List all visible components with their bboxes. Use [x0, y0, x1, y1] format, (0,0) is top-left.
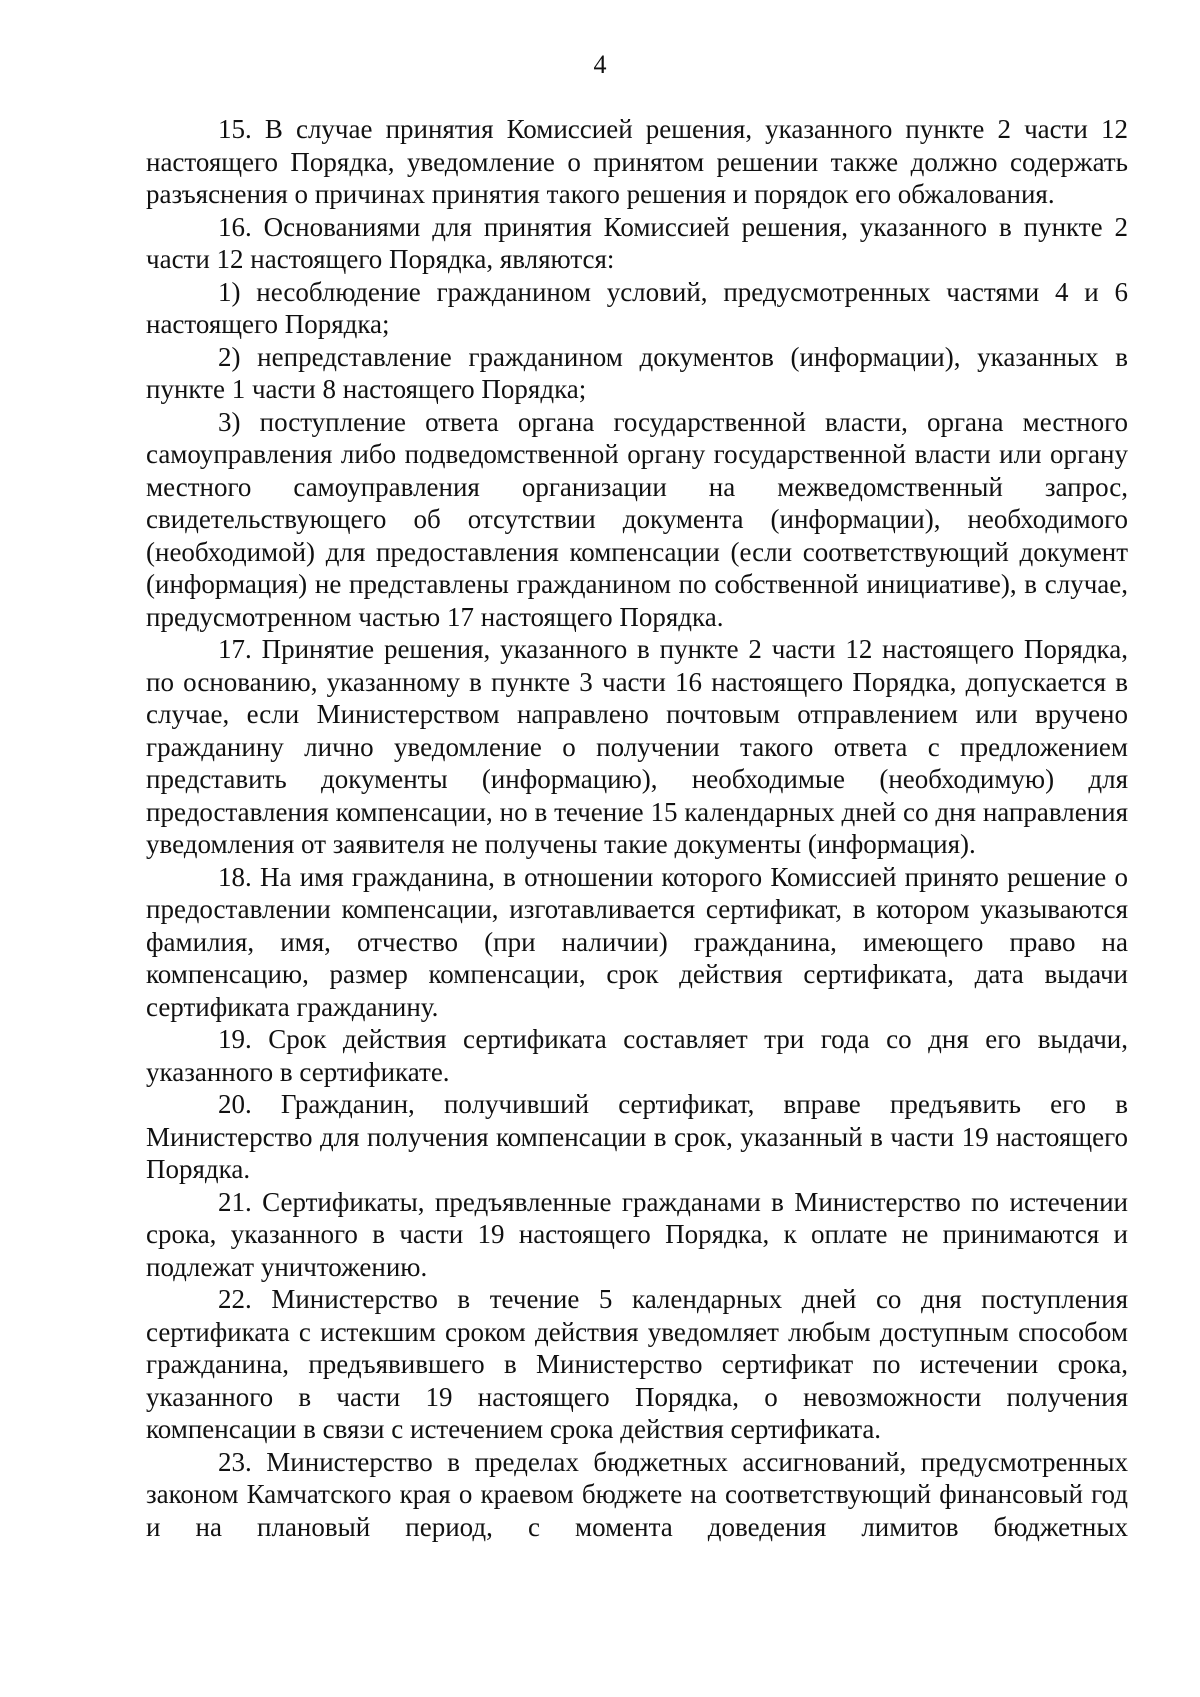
- paragraph-15: 15. В случае принятия Комиссией решения, указанного пункте 2 части 12 настоящего Порядка, уведомление о принятом решении также должно содержать разъяснения о причинах принятия такого решения и порядок его обжалования.: [146, 114, 1128, 209]
- paragraph-16-item-1: 1) несоблюдение гражданином условий, предусмотренных частями 4 и 6 настоящего Порядка;: [146, 276, 1128, 339]
- paragraph-22: 22. Министерство в течение 5 календарных дней со дня поступления сертификата с истекшим сроком действия уведомляет любым доступным способом гражданина, предъявившего в Министерство сертификат по истечении срока, указанного в части 19 настоящего Порядка, о невозможности получения компенсации в связи с истечением срока действия сертификата.: [146, 1284, 1128, 1444]
- paragraph-16-item-2: 2) непредставление гражданином документов (информации), указанных в пункте 1 части 8 настоящего Порядка;: [146, 341, 1128, 404]
- paragraph-20: 20. Гражданин, получивший сертификат, вправе предъявить его в Министерство для получения компенсации в срок, указанный в части 19 настоящего Порядка.: [146, 1089, 1128, 1184]
- paragraph-16-item-3: 3) поступление ответа органа государственной власти, органа местного самоуправления либо подведомственной органу государственной власти или органу местного самоуправления организации на межведомственный запрос, свидетельствующего об отсутствии документа (информации), необходимого (необходимой) для предоставления компенсации (если соответствующий документ (информация) не представлены гражданином по собственной инициативе), в случае, предусмотренном частью 17 настоящего Порядка.: [146, 406, 1128, 632]
- document-body: [146, 113, 1128, 1543]
- paragraph-21: 21. Сертификаты, предъявленные гражданами в Министерство по истечении срока, указанного в части 19 настоящего Порядка, к оплате не принимаются и подлежат уничтожению.: [146, 1186, 1128, 1282]
- paragraph-23: 23. Министерство в пределах бюджетных ассигнований, предусмотренных законом Камчатского края о краевом бюджете на соответствующий финансовый год и на плановый период, с момента доведения лимитов бюджетных: [146, 1446, 1128, 1542]
- paragraph-19: 19. Срок действия сертификата составляет три года со дня его выдачи, указанного в сертификате.: [146, 1024, 1128, 1087]
- page-number: 4: [593, 50, 607, 79]
- paragraph-17: 17. Принятие решения, указанного в пункте 2 части 12 настоящего Порядка, по основанию, указанному в пункте 3 части 16 настоящего Порядка, допускается в случае, если Министерством направлено почтовым отправлением или вручено гражданину лично уведомление о получении такого ответа с предложением представить документы (информацию), необходимые (необходимую) для предоставления компенсации, но в течение 15 календарных дней со дня направления уведомления от заявителя не получены такие документы (информация).: [146, 634, 1128, 859]
- paragraph-16: 16. Основаниями для принятия Комиссией решения, указанного в пункте 2 части 12 настоящего Порядка, являются:: [146, 211, 1128, 274]
- paragraph-18: 18. На имя гражданина, в отношении которого Комиссией принято решение о предоставлении компенсации, изготавливается сертификат, в котором указываются фамилия, имя, отчество (при наличии) гражданина, имеющего право на компенсацию, размер компенсации, срок действия сертификата, дата выдачи сертификата гражданину.: [146, 861, 1128, 1022]
